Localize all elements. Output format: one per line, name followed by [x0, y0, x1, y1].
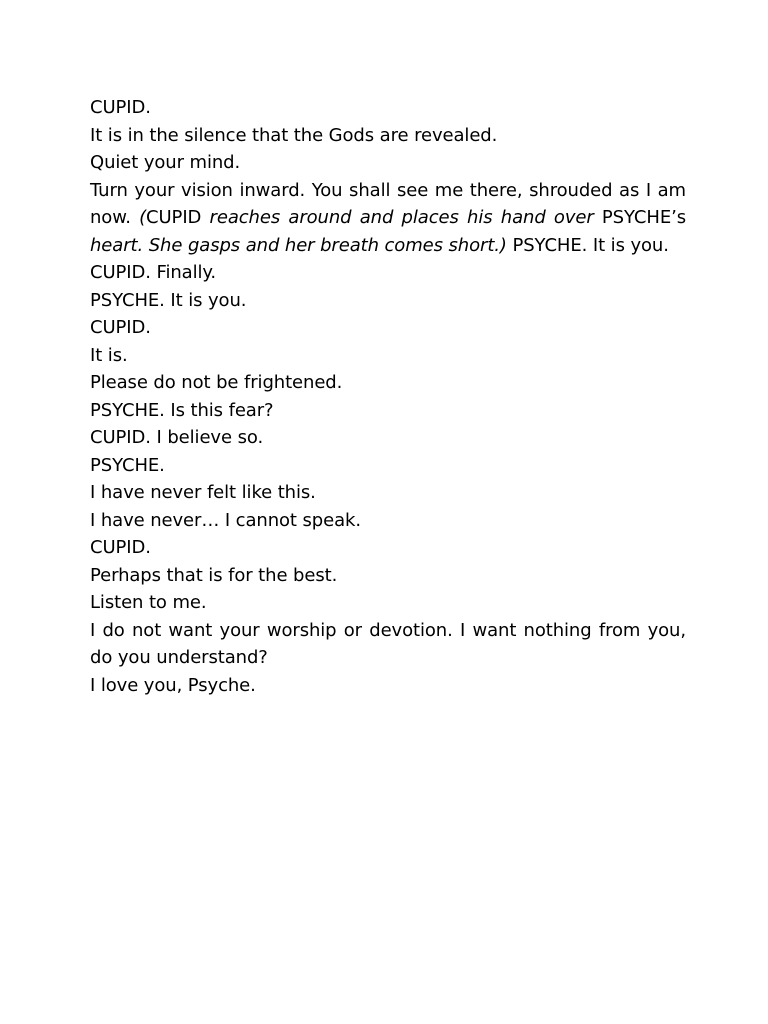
dialogue-paragraph: [90, 177, 686, 260]
stage-text: reaches around and places his hand over: [201, 207, 602, 228]
dialogue-text: Turn your vision inward. You shall see me there, shrouded as I am now.: [90, 179, 686, 228]
dialogue-line: I have never felt like this.: [90, 482, 316, 503]
dialogue-line: It is in the silence that the Gods are revealed.: [90, 124, 498, 146]
dialogue-line: I have never… I cannot speak.: [90, 509, 361, 531]
dialogue-line: It is.: [90, 344, 128, 366]
stage-text: heart. She gasps and her breath comes short.): [90, 234, 507, 256]
dialogue-line: Perhaps that is for the best.: [90, 564, 338, 586]
dialogue-line: PSYCHE. It is you.: [90, 289, 247, 311]
stage-character-psyche: PSYCHE’s: [601, 207, 686, 228]
speaker-line: CUPID.: [90, 317, 151, 338]
speaker-line: CUPID.: [90, 537, 151, 558]
dialogue-paragraph: I do not want your worship or devotion. I want nothing from you, do you understand?: [90, 619, 686, 668]
dialogue-line: CUPID. Finally.: [90, 262, 217, 283]
dialogue-line: PSYCHE. Is this fear?: [90, 399, 274, 421]
dialogue-text: PSYCHE. It is you.: [506, 234, 669, 256]
script-text: [90, 94, 686, 699]
dialogue-line: Listen to me.: [90, 592, 207, 613]
speaker-line: CUPID.: [90, 97, 151, 118]
stage-character-cupid: CUPID: [146, 207, 202, 228]
dialogue-line: CUPID. I believe so.: [90, 427, 264, 448]
dialogue-line: Please do not be frightened.: [90, 372, 343, 393]
stage-open-paren: (: [139, 207, 147, 228]
dialogue-line: I love you, Psyche.: [90, 674, 256, 696]
dialogue-line: Quiet your mind.: [90, 152, 241, 173]
speaker-line: PSYCHE.: [90, 454, 165, 476]
